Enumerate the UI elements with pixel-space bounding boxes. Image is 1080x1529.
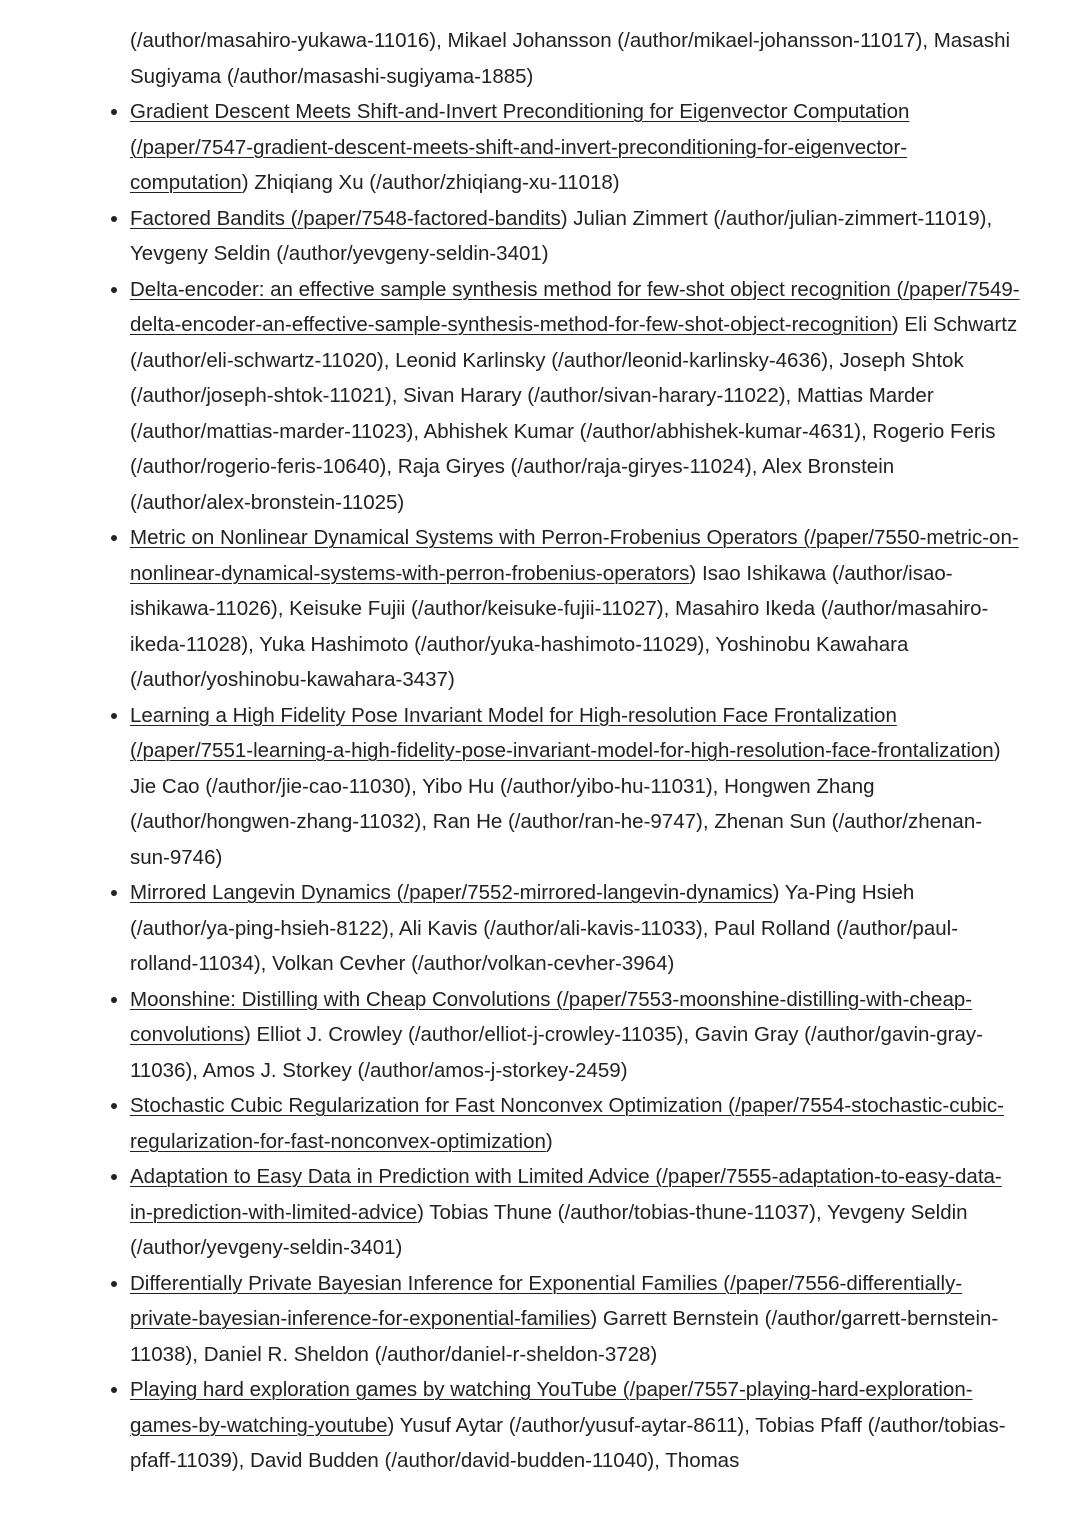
paper-link[interactable]: Stochastic Cubic Regularization for Fast Nonconvex Optimization (/paper/7554-stochastic-cubic-regularization-for-fast-nonconvex-optimization — [130, 1094, 1004, 1153]
list-item — [130, 94, 1020, 201]
list-item — [130, 1088, 1020, 1159]
list-item — [130, 520, 1020, 698]
paper-link[interactable]: Playing hard exploration games by watching YouTube (/paper/7557-playing-hard-exploration-games-by-watching-youtube — [130, 1378, 973, 1437]
list-item — [130, 1266, 1020, 1373]
paper-authors: ) Ya-Ping Hsieh (/author/ya-ping-hsieh-8122), Ali Kavis (/author/ali-kavis-11033), Paul Rolland (/author/paul-rolland-11034), Volkan Cevher (/author/volkan-cevher-3964) — [130, 881, 959, 975]
paper-link[interactable]: Factored Bandits (/paper/7548-factored-bandits — [130, 206, 561, 230]
paper-authors: ) Yusuf Aytar (/author/yusuf-aytar-8611), Tobias Pfaff (/author/tobias-pfaff-11039), David Budden (/author/david-budden-11040), Thomas — [130, 1413, 1006, 1472]
bullet-icon — [111, 1174, 117, 1180]
list-item — [130, 201, 1020, 272]
paper-authors: ) Jie Cao (/author/jie-cao-11030), Yibo Hu (/author/yibo-hu-11031), Hongwen Zhang (/author/hongwen-zhang-11032), Ran He (/author/ran-he-9747), Zhenan Sun (/author/zhenan-sun-9746) — [130, 739, 1001, 869]
paper-link[interactable]: Differentially Private Bayesian Inference for Exponential Families (/paper/7556-differentially-private-bayesian-inference-for-exponential-families — [130, 1271, 963, 1330]
paper-authors: ) Elliot J. Crowley (/author/elliot-j-crowley-11035), Gavin Gray (/author/gavin-gray-11036), Amos J. Storkey (/author/amos-j-storkey-2459) — [130, 1023, 983, 1082]
bullet-icon — [111, 1387, 117, 1393]
list-item — [130, 698, 1020, 876]
bullet-icon — [111, 890, 117, 896]
paper-list — [130, 94, 1020, 1479]
list-item — [130, 1372, 1020, 1479]
paper-authors: ) Garrett Bernstein (/author/garrett-bernstein-11038), Daniel R. Sheldon (/author/daniel-r-sheldon-3728) — [130, 1307, 999, 1366]
paper-authors: ) Eli Schwartz (/author/eli-schwartz-11020), Leonid Karlinsky (/author/leonid-karlinsky-4636), Joseph Shtok (/author/joseph-shtok-11021), Sivan Harary (/author/sivan-harary-11022), Mattias Marder (/author/mattias-marder-11023), Abhishek Kumar (/author/abhishek-kumar-4631), Rogerio Feris (/author/rogerio-feris-10640), Raja Giryes (/author/raja-giryes-11024), Alex Bronstein (/author/alex-bronstein-11025) — [130, 313, 1018, 514]
paper-authors: ) — [545, 1129, 553, 1153]
paper-link[interactable]: Adaptation to Easy Data in Prediction with Limited Advice (/paper/7555-adaptation-to-easy-data-in-prediction-with-limited-advice — [130, 1165, 1002, 1224]
paper-link[interactable]: Learning a High Fidelity Pose Invariant Model for High-resolution Face Frontalization (/paper/7551-learning-a-high-fidelity-pose-invariant-model-for-high-resolution-face-frontalization — [130, 703, 994, 762]
paper-authors: ) Zhiqiang Xu (/author/zhiqiang-xu-11018) — [241, 171, 620, 194]
list-item — [130, 1159, 1020, 1266]
bullet-icon — [111, 1103, 117, 1109]
bullet-icon — [111, 109, 117, 115]
paper-authors: ) Julian Zimmert (/author/julian-zimmert-11019), Yevgeny Seldin (/author/yevgeny-seldin-3401) — [130, 206, 993, 265]
paper-link[interactable]: Moonshine: Distilling with Cheap Convolutions (/paper/7553-moonshine-distilling-with-cheap-convolutions — [130, 987, 973, 1046]
bullet-icon — [111, 287, 117, 293]
paper-authors: ) Isao Ishikawa (/author/isao-ishikawa-11026), Keisuke Fujii (/author/keisuke-fujii-11027), Masahiro Ikeda (/author/masahiro-ikeda-11028), Yuka Hashimoto (/author/yuka-hashimoto-11029), Yoshinobu Kawahara (/author/yoshinobu-kawahara-3437) — [130, 561, 989, 691]
bullet-icon — [111, 1281, 117, 1287]
bullet-icon — [111, 713, 117, 719]
paper-authors: ) Tobias Thune (/author/tobias-thune-11037), Yevgeny Seldin (/author/yevgeny-seldin-3401) — [130, 1200, 968, 1259]
bullet-icon — [111, 535, 117, 541]
paper-link[interactable]: Delta-encoder: an effective sample synthesis method for few-shot object recognition (/paper/7549-delta-encoder-an-effective-sample-synthesis-method-for-few-shot-object-recognition — [130, 277, 1020, 336]
previous-item-authors: (/author/masahiro-yukawa-11016), Mikael Johansson (/author/mikael-johansson-11017), Masashi Sugiyama (/author/masashi-sugiyama-1885) — [130, 29, 1011, 88]
paper-link[interactable]: Mirrored Langevin Dynamics (/paper/7552-mirrored-langevin-dynamics — [130, 881, 773, 904]
list-item — [130, 875, 1020, 982]
list-item — [130, 272, 1020, 521]
bullet-icon — [111, 216, 117, 222]
bullet-icon — [111, 997, 117, 1003]
list-item — [130, 982, 1020, 1089]
paper-link[interactable]: Gradient Descent Meets Shift-and-Invert Preconditioning for Eigenvector Computation (/paper/7547-gradient-descent-meets-shift-and-invert-preconditioning-for-eigenvector-computation — [130, 100, 910, 194]
paper-link[interactable]: Metric on Nonlinear Dynamical Systems with Perron-Frobenius Operators (/paper/7550-metric-on-nonlinear-dynamical-systems-with-perron-frobenius-operators — [130, 526, 1019, 585]
